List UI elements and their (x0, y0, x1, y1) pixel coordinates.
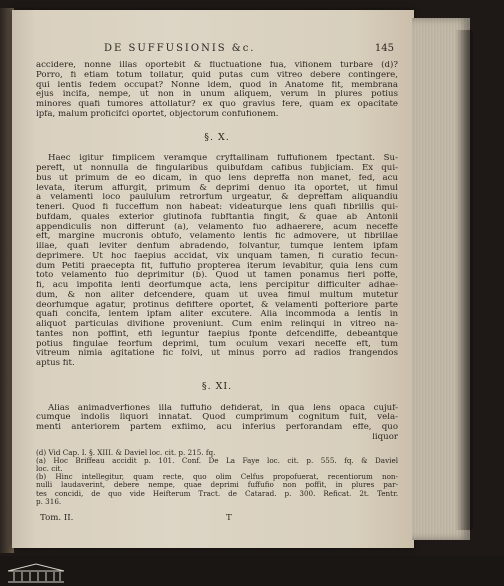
text-line: deorfumque agatur, protinus defiftere oportet, & velamenti pofteriore parte (36, 300, 398, 310)
footnote-line: (b) Hinc intellegitur, quam recte, quo olim Celfus propofuerat, recentiorum non- (36, 473, 398, 482)
text-line: dum, & non aliter defcendere, quam ut uvea fimul multum mutetur (36, 290, 398, 300)
text-line: aliquot particulas divifione proveniunt. Cum enim relinqui in vitreo na- (36, 320, 398, 329)
text-line: ejus incifa, nempe, ut non in unum aliquem, verum in plures potius (36, 90, 398, 100)
text-line: a velamenti loco paululum retrorfum urgeatur, & depreffam aliquandiu (36, 193, 398, 203)
text-line: Haec igitur fimplicem veramque cryftallinam fuffufionem fpectant. Su- (48, 154, 398, 164)
text-line: dum Petiti praecepta fit, fuffufio propterea iterum levabitur, quia lens cum (36, 261, 398, 271)
text-line: illae, quafi leviter denfum abradendo, folvantur, tumque lentem ipfam (36, 242, 398, 251)
text-line: qui lentis fedem occupat? Nonne idem, quod in Anatome fit, membrana (36, 80, 398, 90)
footnote-line: tes concidi, de quo vide Heifterum Tract. de Catarad. p. 300. Reficat. 2t. Tentr. (36, 489, 398, 498)
running-title: DE SUFFUSIONIS &c. (104, 43, 256, 54)
viewer-bottom-bar (0, 556, 504, 586)
catchword: liquor (372, 432, 398, 442)
text-line: vitreum nimia agitatione fic folvi, ut minus porro ad radios frangendos (36, 349, 398, 359)
text-line: appendiculis non differunt (a), velamento fuo adhaerere, acum neceffe (36, 222, 398, 232)
library-logo-icon (6, 562, 66, 584)
text-line: fi, acu impofita lenti deorfumque acta, lens percipitur difficulter adhae- (36, 281, 398, 290)
text-line: bus ut primum de eo dicam, in quo lens depreffa non manet, fed, acu (36, 173, 398, 183)
text-line: Porro, fi etiam totum tollatur, quid putas cum vitreo debere contingere, (36, 70, 398, 80)
section-heading: §. XI. (201, 380, 233, 392)
text-line: tantes non poffint, etfi leguntur faepius fponte defcendiffe, debeantque (36, 329, 398, 339)
text-line: teneri. Quod fi fucceffum non habeat: videaturque lens quafi fibrillis qui- (36, 203, 398, 212)
page-number: 145 (374, 43, 394, 54)
footnote-line: p. 316. (36, 497, 62, 506)
text-line: deprimere. Ut hoc faepius accidat, vix unquam tamen, fi curatio fecun- (36, 251, 398, 261)
text-line: minores quafi tumores attollatur? ex quo gravius fere, quam ex opacitate (36, 100, 398, 109)
text-line: levata, iterum affurgit, primum & deprimi denuo ita oportet, ut fimul (36, 183, 398, 193)
footnote-line: loc. cit. (36, 464, 63, 473)
text-line: eft, margine mucronis obtufo, velamento lentis fic admovere, ut fibrillae (36, 232, 398, 242)
footnotes (36, 449, 398, 506)
signature-mark: T (226, 513, 232, 523)
text-line: bufdam, quales exterior glutinofa fubftantia fingit, & quae ab Antonii (36, 212, 398, 222)
footnote-line: (d) Vid Cap. I. §. XIII. & Daviel loc. cit. p. 215. fq. (36, 448, 216, 457)
volume-label: Tom. II. (40, 513, 74, 523)
page-stack-shadow (455, 30, 473, 530)
text-line: aptus fit. (36, 359, 75, 368)
text-line: quafi concifa, lentem ipfam aliter excutere. Alia incommoda a lentis in (36, 310, 398, 320)
text-line: potius fingulae feorfum deprimi, tum oculum vexari neceffe eft, tum (36, 339, 398, 349)
text-line: Alias animadverfiones illa fuffufio defiderat, in qua lens opaca cujuf- (48, 403, 398, 413)
text-line: accidere, nonne illas oportebit & fluctuatione fua, vifionem turbare (d)? (36, 61, 398, 70)
running-header (36, 43, 398, 57)
text-line: menti anteriorem partem exfiimo, acu inferius perforandam effe, quo (36, 423, 398, 432)
text-line: toto velamento fuo deprimitur (b). Quod ut tamen ponamus fieri poffe, (36, 271, 398, 281)
text-line: cumque indolis liquori innatat. Quod cumprimum cognitum fuit, vela- (36, 413, 398, 423)
section-heading: §. X. (204, 131, 230, 143)
text-line: ipfa, malum proficifci oportet, objectorum confufionem. (36, 109, 279, 119)
paragraph (36, 154, 398, 369)
footnote-line: (a) Hoc Briffeau accidit p. 101. Conf. De La Faye loc. cit. p. 555. fq. & Daviel (36, 456, 398, 465)
paragraph (36, 61, 398, 120)
page-text (36, 61, 398, 506)
text-line: pereft, ut nonnulla de fingularibus quibufdam cafibus fubjiciam. Ex qui- (36, 164, 398, 173)
footnote-line: nulli laudaverint, debere nempe, quae deprimi fuffufio non poffit, in plures par- (36, 481, 398, 490)
paragraph (36, 404, 398, 443)
